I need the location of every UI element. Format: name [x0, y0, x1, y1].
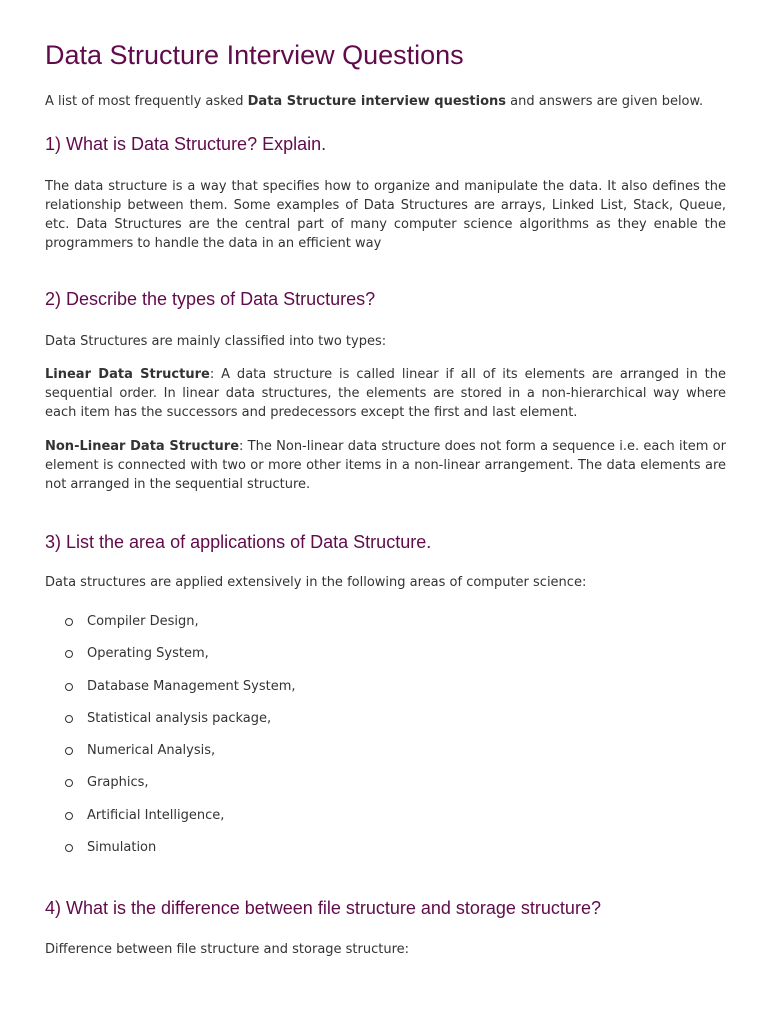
- intro-text-after: and answers are given below.: [506, 94, 704, 109]
- intro-text-before: A list of most frequently asked: [45, 94, 248, 109]
- question-2-heading: 2) Describe the types of Data Structures?: [45, 289, 376, 309]
- nonlinear-data-structure-text: : The Non-linear data structure does not form a sequence i.e. each item or element is connected with two or more other items in a non-linear arrangement. The data elements are not arranged in the sequential structure.: [45, 439, 726, 492]
- linear-data-structure-text: : A data structure is called linear if all of its elements are arranged in the sequential order. In linear data structures, the elements are stored in a non-hierarchical way where each item has the successors and predecessors except the first and last element.: [45, 367, 726, 420]
- question-3-heading: 3) List the area of applications of Data Structure.: [45, 532, 432, 552]
- list-item: [45, 838, 296, 870]
- linear-data-structure-label: Linear Data Structure: [45, 367, 210, 382]
- list-item-label: Artificial Intelligence,: [87, 807, 225, 823]
- nonlinear-data-structure-paragraph: [45, 437, 726, 494]
- linear-data-structure-paragraph: [45, 365, 726, 422]
- circle-bullet-icon: [65, 715, 73, 723]
- intro-text-bold: Data Structure interview questions: [247, 94, 507, 109]
- question-2-answer: Data Structures are mainly classified into two types:: [45, 334, 387, 349]
- circle-bullet-icon: [65, 812, 73, 820]
- question-3-answer: Data structures are applied extensively in the following areas of computer science:: [45, 575, 587, 590]
- list-item: [45, 677, 296, 709]
- list-item: [45, 806, 296, 838]
- list-item-label: Numerical Analysis,: [87, 743, 216, 759]
- list-item: [45, 741, 296, 773]
- circle-bullet-icon: [65, 747, 73, 755]
- list-item: [45, 644, 296, 676]
- circle-bullet-icon: [65, 844, 73, 852]
- nonlinear-data-structure-label: Non-Linear Data Structure: [45, 439, 240, 454]
- list-item-label: Operating System,: [87, 646, 209, 662]
- page-title: Data Structure Interview Questions: [45, 40, 464, 70]
- list-item-label: Simulation: [87, 840, 157, 856]
- question-4-answer: Difference between file structure and storage structure:: [45, 942, 410, 957]
- list-item-label: Statistical analysis package,: [87, 710, 272, 726]
- list-item: [45, 709, 296, 741]
- circle-bullet-icon: [65, 683, 73, 691]
- list-item: [45, 773, 296, 805]
- intro-paragraph: [45, 94, 703, 109]
- list-item-label: Database Management System,: [87, 678, 296, 694]
- circle-bullet-icon: [65, 618, 73, 626]
- applications-list: [45, 612, 296, 870]
- question-1-heading: 1) What is Data Structure? Explain.: [45, 134, 327, 154]
- question-1-answer: The data structure is a way that specifies how to organize and manipulate the data. It also defines the relationship between them. Some examples of Data Structures are arrays, Linked List, Stack, Queue, etc. Data Structures are the central part of many computer science algorithms as they enable the programmers to handle the data in an efficient way: [45, 179, 726, 251]
- circle-bullet-icon: [65, 779, 73, 787]
- list-item: [45, 612, 296, 644]
- question-4-heading: 4) What is the difference between file structure and storage structure?: [45, 898, 601, 918]
- list-item-label: Compiler Design,: [87, 614, 199, 629]
- list-item-label: Graphics,: [87, 775, 149, 791]
- circle-bullet-icon: [65, 650, 73, 658]
